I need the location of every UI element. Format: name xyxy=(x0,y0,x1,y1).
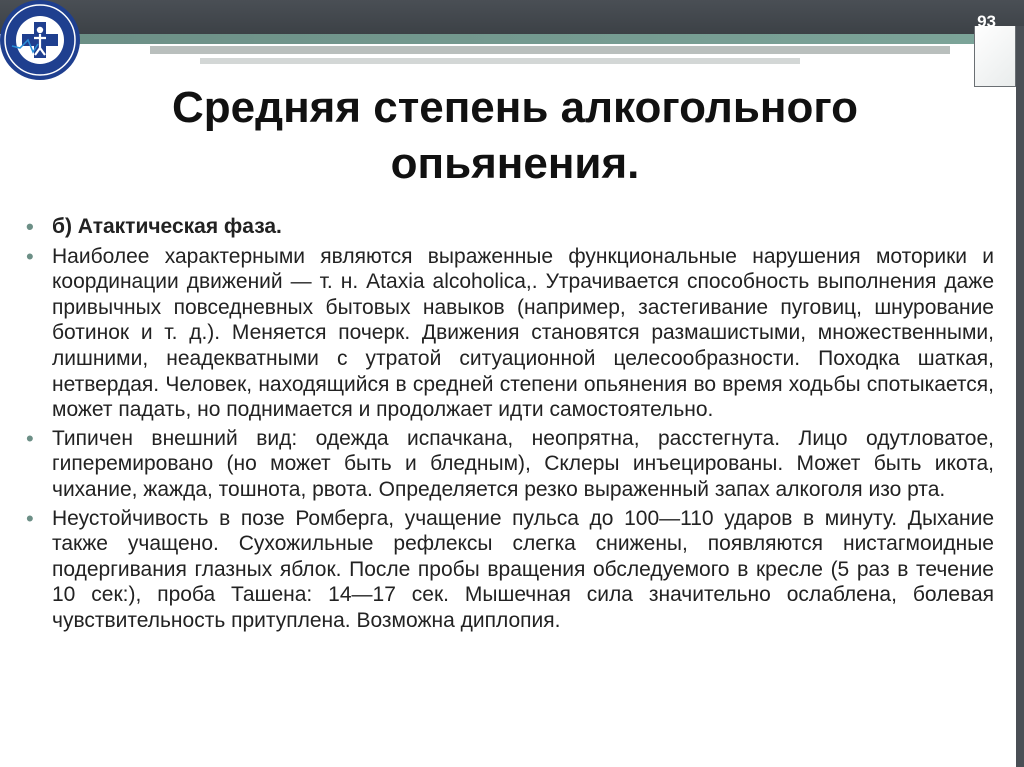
bullet-item-appearance: • Типичен внешний вид: одежда испачкана, неопрятна, расстегнута. Лицо одутловатое, гиперемировано (но может быть и бледным), Склеры инъецированы. Может быть икота, чихание, жажда, тошнота, рвота. Определяется резко выраженный запах алкоголя изо рта. xyxy=(22,426,994,503)
bullet-item-phase: • б) Атактическая фаза. xyxy=(22,214,994,240)
header-accent-stripe xyxy=(60,34,1024,44)
bullet-item-motor-disorders: • Наиболее характерными являются выраженные функциональные нарушения моторики и координации движений — т. н. Ataxia alcoholica,. Утрачивается способность выполнения даже привычных повседневных бытовых навыков (например, застегивание пуговиц, шнурование ботинок и т. д.). Меняется почерк. Движения становятся размашистыми, множественными, лишними, неадекватными с утратой ситуационной целесообразности. Походка шаткая, нетвердая. Человек, находящийся в средней степени опьянения во время ходьбы спотыкается, может падать, но поднимается и продолжает идти самостоятельно. xyxy=(22,244,994,423)
page-curl-corner xyxy=(974,26,1016,87)
slide-title xyxy=(60,80,970,192)
title-line-2: опьянения. xyxy=(390,139,640,188)
page-number: 93 xyxy=(977,12,996,31)
bullet-item-physiological-signs: • Неустойчивость в позе Ромберга, учащение пульса до 100—110 ударов в минуту. Дыхание также учащено. Сухожильные рефлексы слегка снижены, появляются нистагмоидные подергивания глазных яблок. После пробы вращения обследуемого в кресле (5 раз в течение 10 сек:), проба Ташена: 14—17 сек. Мышечная сила значительно ослаблена, болевая чувствительность притуплена. Возможна диплопия. xyxy=(22,506,994,634)
bullet-list xyxy=(22,214,994,637)
medical-cross-emblem-icon xyxy=(0,0,86,86)
right-frame-edge xyxy=(1016,26,1024,767)
title-line-1: Средняя степень алкогольного xyxy=(172,83,858,132)
header-stripe-lighter xyxy=(200,58,800,64)
header-bar xyxy=(0,0,1024,34)
header-stripe-light xyxy=(150,46,950,54)
